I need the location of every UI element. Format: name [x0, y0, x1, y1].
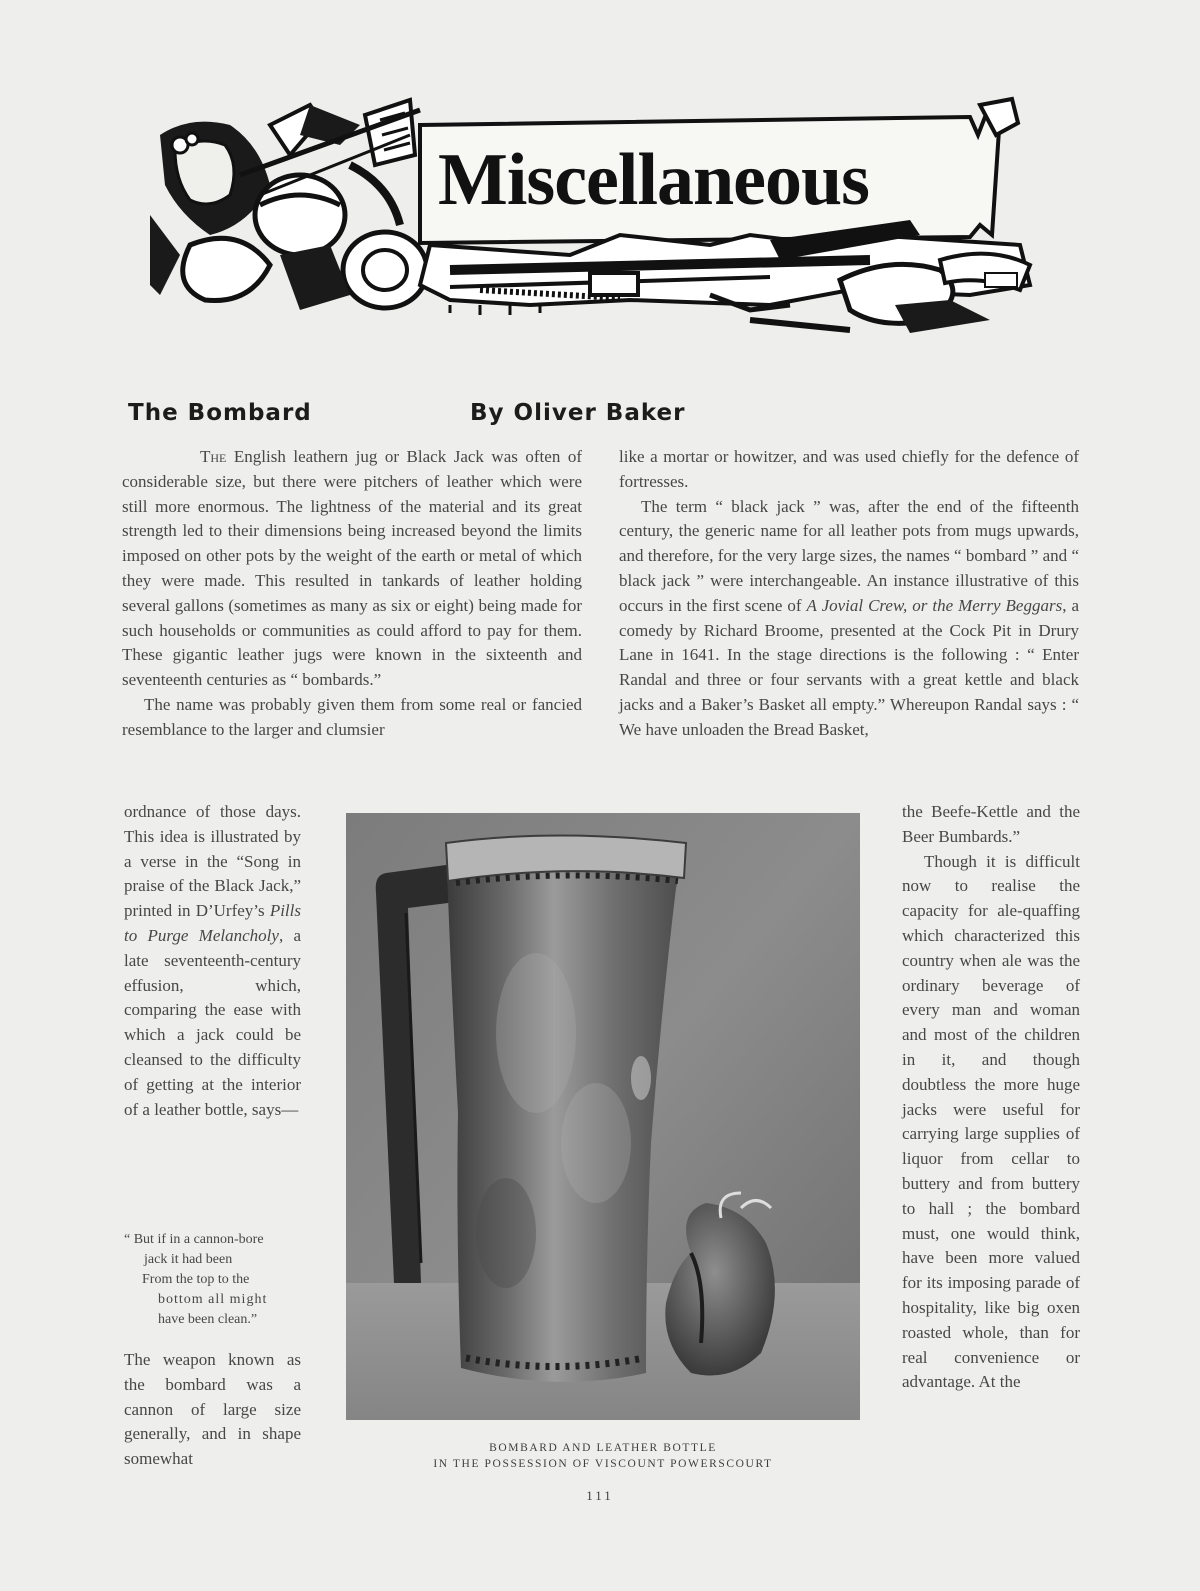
header-banner — [150, 95, 1050, 345]
caption-line: BOMBARD AND LEATHER BOTTLE — [489, 1442, 717, 1454]
paragraph-intro — [122, 445, 582, 693]
book-title-pills: Pills to Purge Melancholy — [124, 901, 301, 945]
paragraph-ale-quaffing: Though it is difficult now to realise the capacity for ale-quaffing which characterized this country when ale was the ordinary beverage of every man and woman and most of the children in it, and though doubtless the more huge jacks were useful for carrying large supplies of liquor from cellar to buttery and from buttery to hall ; the bombard must, one would think, have been more valued for its imposing parade of hospitality, like big oxen roasted whole, than for real convenience or advantage. At the — [902, 851, 1080, 1392]
right-column-narrow — [902, 800, 1080, 1395]
banner-title: Miscellaneous — [438, 139, 869, 221]
left-column-narrow — [124, 800, 301, 1122]
paragraph-ordnance — [124, 800, 301, 1122]
paragraph-black-jack-term — [619, 495, 1079, 743]
caption-line: IN THE POSSESSION OF VISCOUNT POWERSCOURT — [433, 1458, 773, 1470]
verse-line: have been clean.” — [158, 1312, 258, 1327]
article-byline: By Oliver Baker — [470, 400, 686, 426]
paragraph-ordnance-text-1: ordnance of those days. This idea is illustrated by a verse in the “Song in praise of the Black Jack,” printed in D’Urfey’s — [124, 802, 301, 921]
play-title: A Jovial Crew, or the Merry Beggars — [806, 595, 1063, 615]
photo-caption — [380, 1440, 826, 1472]
left-column-bottom — [124, 1348, 301, 1472]
bombard-photograph — [346, 813, 860, 1420]
paragraph-ordnance-text-2: , a late seventeenth-century effusion, which, comparing the ease with which a jack could be cleansed to the difficulty of getting at the interior of a leather bottle, says— — [124, 925, 302, 1119]
verse-quotation — [124, 1230, 301, 1330]
paragraph-bumbards: the Beefe-Kettle and the Beer Bumbards.” — [902, 802, 1080, 846]
right-column-top — [619, 445, 1079, 743]
paragraph-black-jack-text-1: The term “ black jack ” was, after the end of the fifteenth century, the generic name for all leather pots from mugs upwards, and therefore, for the very large sizes, the names “ bombard ” and “ black jack ” were interchangeable. An instance illustrative of this occurs in the first scene of — [619, 496, 1079, 615]
paragraph-black-jack-text-2: , a comedy by Richard Broome, presented at the Cock Pit in Drury Lane in 1641. In the stage directions is the following : “ Enter Randal and three or four servants with a great kettle and black jacks and a Baker’s Basket all empty.” Whereupon Randal says : “ We have unloaden the Bread Basket, — [619, 595, 1079, 739]
paragraph-intro-text: English leathern jug or Black Jack was often of considerable size, but there were pitchers of leather which were still more enormous. The lightness of the material and its great strength led to their dimensions being increased beyond the limits imposed on other pots by the weight of the earth or metal of which they were made. This resulted in tankards of leather holding several gallons (sometimes as many as six or eight) being made for such households or communities as could afford to pay for them. These gigantic leather jugs were known in the sixteenth and seventeenth centuries as “ bombards.” — [122, 447, 582, 690]
drop-word: The — [200, 447, 227, 466]
paragraph-name-origin: The name was probably given them from some real or fancied resemblance to the larger and clumsier — [122, 694, 582, 739]
paragraph-mortar: like a mortar or howitzer, and was used chiefly for the defence of fortresses. — [619, 447, 1079, 491]
verse-line: From the top to the — [142, 1272, 250, 1287]
paragraph-weapon: The weapon known as the bombard was a cannon of large size generally, and in shape somewhat — [124, 1350, 301, 1469]
article-title: The Bombard — [128, 400, 312, 426]
verse-line: jack it had been — [144, 1252, 233, 1267]
verse-line: “ But if in a cannon-bore — [124, 1232, 264, 1247]
bombard-image — [346, 813, 860, 1420]
verse-line: bottom all might — [158, 1292, 268, 1307]
left-column-top — [122, 445, 582, 743]
page-number: 111 — [586, 1488, 614, 1503]
